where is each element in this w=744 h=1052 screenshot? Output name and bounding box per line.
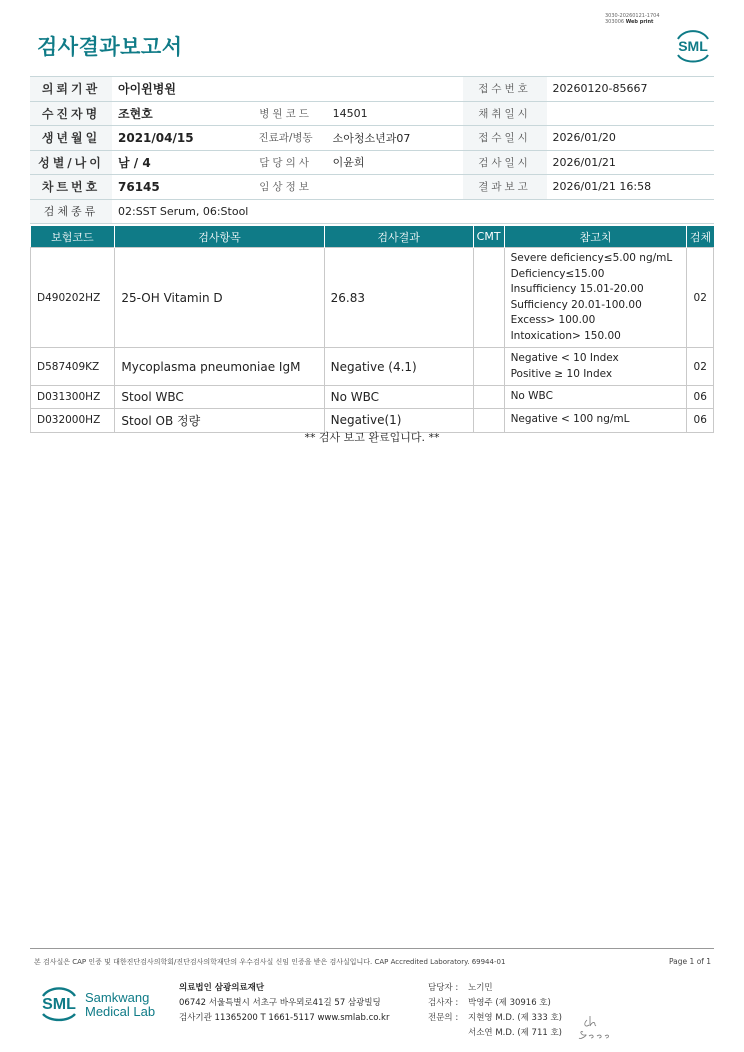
table-row — [31, 248, 714, 348]
sml-footer-logo — [36, 981, 82, 1025]
label-birth-date: 생년월일 — [30, 126, 112, 151]
info-row — [30, 126, 714, 151]
value-requesting-institution: 아이윈병원 — [112, 77, 463, 102]
reference-line: No WBC — [510, 390, 553, 402]
staff-value: 박영주 (제 30916 호) — [468, 998, 551, 1008]
value-hospital-code: 14501 — [327, 101, 463, 126]
cell-item: Stool WBC — [115, 386, 324, 409]
label-report-datetime: 결과보고 — [463, 175, 547, 200]
organization-name: 의료법인 삼광의료재단 — [179, 983, 265, 993]
value-receipt-datetime: 2026/01/20 — [547, 126, 715, 151]
page-number: Page 1 of 1 — [669, 957, 712, 966]
label-specimen-type: 검체종류 — [30, 199, 112, 224]
cell-item: Stool OB 정량 — [115, 408, 324, 432]
staff-label: 검사자 : — [428, 998, 459, 1008]
info-row — [30, 199, 714, 224]
staff-value: 노기민 — [468, 983, 493, 993]
report-title: 검사결과보고서 — [37, 35, 183, 59]
cell-result: Negative (4.1) — [324, 348, 473, 386]
cell-specimen: 02 — [687, 348, 714, 386]
value-specimen-type: 02:SST Serum, 06:Stool — [112, 199, 714, 224]
col-specimen: 검체 — [687, 226, 714, 248]
value-clinical-info — [327, 175, 463, 200]
col-test-item: 검사항목 — [115, 226, 324, 248]
value-department: 소아청소년과07 — [327, 126, 463, 151]
info-row — [30, 101, 714, 126]
physician-signature — [577, 1008, 611, 1042]
label-patient-name: 수진자명 — [30, 101, 112, 126]
staff-value: 서소연 M.D. (제 711 호) — [468, 1028, 563, 1038]
results-header-row — [31, 226, 714, 248]
staff-row — [428, 996, 562, 1011]
col-insurance-code: 보험코드 — [31, 226, 115, 248]
cell-specimen: 06 — [687, 386, 714, 409]
cell-code: D490202HZ — [31, 248, 115, 348]
label-chart-number: 차트번호 — [30, 175, 112, 200]
label-doctor: 담당의사 — [245, 150, 327, 175]
cell-code: D032000HZ — [31, 408, 115, 432]
cell-specimen: 02 — [687, 248, 714, 348]
reference-line: Insufficiency 15.01-20.00 — [510, 283, 644, 295]
label-department: 진료과/병동 — [245, 126, 327, 151]
brand-name-line-1: Samkwang — [85, 990, 150, 1005]
cell-reference — [504, 386, 687, 409]
print-meta — [605, 13, 660, 25]
certification-note: 본 검사실은 CAP 인증 및 대한진단검사의학회/진단검사의학재단의 우수검사실 신임 인증을 받은 검사실입니다. CAP Accredited Laboratory. 69944-01 — [34, 958, 506, 966]
print-meta-web: Web print — [625, 19, 654, 25]
organization-address: 06742 서울특별시 서초구 바우뫼로41길 57 삼광빌딩 — [179, 998, 381, 1008]
label-hospital-code: 병원코드 — [245, 101, 327, 126]
cell-reference — [504, 248, 687, 348]
value-collection-datetime — [547, 101, 715, 126]
brand-name-line-2: Medical Lab — [85, 1004, 156, 1019]
staff-label: 전문의 : — [428, 1013, 459, 1023]
cell-cmt — [473, 348, 504, 386]
organization-info — [179, 981, 389, 1026]
cell-result: No WBC — [324, 386, 473, 409]
footer-divider — [30, 948, 714, 949]
value-sex-age: 남 / 4 — [112, 150, 245, 175]
label-receipt-number: 접수번호 — [463, 77, 547, 102]
print-meta-line-2 — [605, 19, 660, 25]
label-sex-age: 성별/나이 — [30, 150, 112, 175]
staff-label: 담당자 : — [428, 983, 459, 993]
cell-specimen: 06 — [687, 408, 714, 432]
table-row — [31, 386, 714, 409]
info-row — [30, 150, 714, 175]
value-receipt-number: 20260120-85667 — [547, 77, 715, 102]
staff-row — [428, 1026, 562, 1041]
value-test-datetime: 2026/01/21 — [547, 150, 715, 175]
cell-result: Negative(1) — [324, 408, 473, 432]
info-row — [30, 77, 714, 102]
reference-line: Sufficiency 20.01-100.00 — [510, 298, 642, 311]
label-requesting-institution: 의뢰기관 — [30, 77, 112, 102]
label-test-datetime: 검사일시 — [463, 150, 547, 175]
cell-result: 26.83 — [324, 248, 473, 348]
sml-footer-logo-text: SML — [42, 996, 76, 1013]
print-meta-id: 303006 — [605, 19, 625, 25]
reference-line: Negative < 100 ng/mL — [510, 413, 630, 426]
results-table — [30, 226, 714, 433]
label-clinical-info: 임상정보 — [245, 175, 327, 200]
col-test-result: 검사결과 — [324, 226, 473, 248]
value-chart-number: 76145 — [112, 175, 245, 200]
reference-line: Deficiency≤15.00 — [510, 267, 605, 280]
patient-info-table — [30, 76, 714, 224]
reference-line: Positive ≥ 10 Index — [510, 367, 613, 380]
col-reference: 참고치 — [504, 226, 687, 248]
cell-item: Mycoplasma pneumoniae IgM — [115, 348, 324, 386]
label-collection-datetime: 채취일시 — [463, 101, 547, 126]
cell-code: D031300HZ — [31, 386, 115, 409]
reference-line: Intoxication> 150.00 — [510, 329, 621, 342]
value-doctor: 이윤희 — [327, 150, 463, 175]
organization-contact: 검사기관 11365200 T 1661-5117 www.smlab.co.kr — [179, 1013, 390, 1023]
col-cmt: CMT — [473, 226, 504, 248]
cell-cmt — [473, 386, 504, 409]
sml-logo-text: SML — [678, 38, 708, 54]
value-patient-name: 조현호 — [112, 101, 245, 126]
staff-info — [428, 981, 562, 1041]
value-birth-date: 2021/04/15 — [112, 126, 245, 151]
reference-line: Severe deficiency≤5.00 ng/mL — [510, 252, 673, 264]
report-complete-note: ** 검사 보고 완료입니다. ** — [304, 431, 440, 444]
label-receipt-datetime: 접수일시 — [463, 126, 547, 151]
info-row — [30, 175, 714, 200]
value-report-datetime: 2026/01/21 16:58 — [547, 175, 715, 200]
cell-code: D587409KZ — [31, 348, 115, 386]
print-meta-line-1: 3030-20260121-1704 — [605, 13, 660, 19]
cell-item: 25-OH Vitamin D — [115, 248, 324, 348]
cell-cmt — [473, 248, 504, 348]
sml-logo — [672, 27, 714, 63]
staff-value: 지현영 M.D. (제 333 호) — [468, 1013, 563, 1023]
staff-row — [428, 1011, 562, 1026]
reference-line: Negative < 10 Index — [510, 352, 619, 364]
staff-row — [428, 981, 562, 996]
reference-line: Excess> 100.00 — [510, 314, 596, 326]
cell-reference — [504, 348, 687, 386]
table-row — [31, 348, 714, 386]
